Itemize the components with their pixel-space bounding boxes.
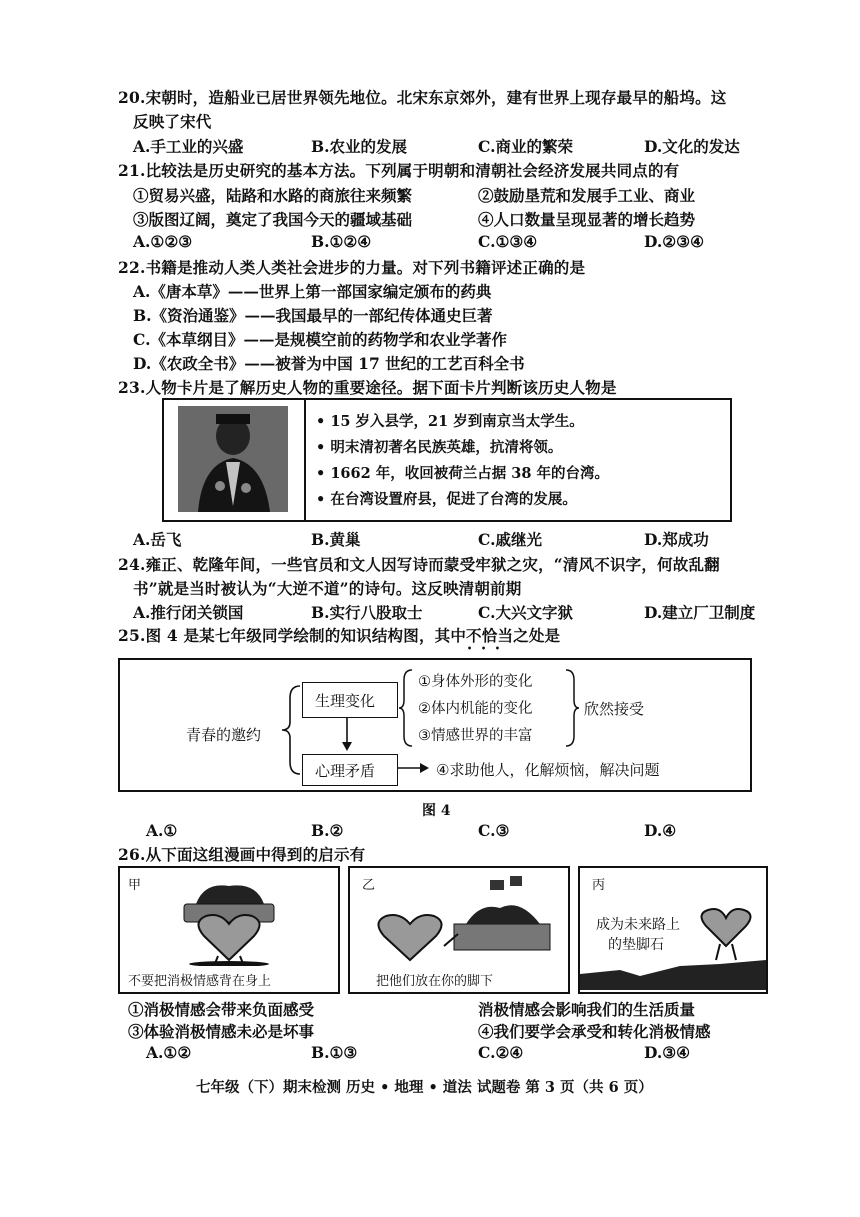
- q20-option-b: B.农业的发展: [311, 137, 407, 156]
- q22-option-a: A.《唐本草》——世界上第一部国家编定颁布的药典: [133, 282, 492, 301]
- card-line-4: • 在台湾设置府县，促进了台湾的发展。: [316, 491, 577, 508]
- panel-3-caption-line1: 成为未来路上: [596, 917, 680, 933]
- q26-option-a: A.①②: [146, 1043, 192, 1062]
- figure-silhouette-icon: [178, 406, 288, 512]
- q21-option-b: B.①②④: [311, 232, 372, 251]
- q24-option-c: C.大兴文字狱: [478, 603, 573, 622]
- q22-option-c: C.《本草纲目》——是规模空前的药物学和农业学著作: [133, 330, 507, 349]
- panel-2-caption: 把他们放在你的脚下: [376, 974, 494, 989]
- q20-stem-line1: 20.宋朝时，造船业已居世界领先地位。北宋东京郊外，建有世界上现存最早的船坞。这: [118, 88, 727, 107]
- panel-2-tag: 乙: [362, 878, 376, 893]
- cartoon-panel-1: [118, 866, 340, 994]
- panel-3-caption-line2: 的垫脚石: [608, 937, 664, 953]
- card-line-1: • 15 岁入县学，21 岁到南京当太学生。: [316, 413, 584, 430]
- q21-option-c: C.①③④: [478, 232, 538, 251]
- diagram-root: 青春的邀约: [186, 726, 262, 744]
- q21-item-2: ②鼓励垦荒和发展手工业、商业: [478, 186, 696, 205]
- q24-option-a: A.推行闭关锁国: [133, 603, 244, 622]
- q21-item-1: ①贸易兴盛，陆路和水路的商旅往来频繁: [133, 186, 413, 205]
- cartoon-panel-2: [348, 866, 570, 994]
- q26-item-3: ③体验消极情感未必是坏事: [128, 1022, 315, 1041]
- q22-option-b: B.《资治通鉴》——我国最早的一部纪传体通史巨著: [133, 306, 493, 325]
- left-brace-icon: [280, 684, 302, 776]
- figure-caption: 图 4: [422, 803, 451, 819]
- diagram-item-4: ④求助他人，化解烦恼，解决问题: [436, 761, 660, 779]
- q21-item-3: ③版图辽阔，奠定了我国今天的疆域基础: [133, 210, 413, 229]
- page-footer: 七年级（下）期末检测 历史 • 地理 • 道法 试题卷 第 3 页（共 6 页）: [196, 1079, 653, 1096]
- q25-option-d: D.④: [644, 821, 677, 840]
- q21-item-4: ④人口数量呈现显著的增长趋势: [478, 210, 696, 229]
- q26-item-4: ④我们要学会承受和转化消极情感: [478, 1022, 711, 1041]
- q23-option-a: A.岳飞: [133, 530, 182, 549]
- heart-stepping-on-rocks-icon: [370, 874, 560, 966]
- cartoon-panel-3: [578, 866, 768, 994]
- q23-option-c: C.戚继光: [478, 530, 542, 549]
- q25-option-b: B.②: [311, 821, 344, 840]
- right-arrow-icon: [398, 760, 430, 776]
- q26-item-2: 消极情感会影响我们的生活质量: [478, 1000, 696, 1019]
- q22-stem: 22.书籍是推动人类人类社会进步的力量。对下列书籍评述正确的是: [118, 258, 586, 277]
- q24-stem-line2: 书”就是当时被认为“大逆不道”的诗句。这反映清朝前期: [133, 579, 522, 598]
- q24-option-d: D.建立厂卫制度: [644, 603, 756, 622]
- node-physiological: [302, 682, 398, 718]
- panel-1-caption: 不要把消极情感背在身上: [128, 974, 272, 989]
- heart-on-stepping-stones-icon: [580, 878, 766, 990]
- q25-stem: [118, 624, 560, 646]
- panel-1-tag: 甲: [128, 878, 142, 893]
- q25-stem-emphasis: 不恰当 • • •: [466, 626, 513, 645]
- q20-option-d: D.文化的发达: [644, 137, 740, 156]
- q21-option-d: D.②③④: [644, 232, 704, 251]
- diagram-result: 欣然接受: [584, 700, 645, 718]
- items-brace-icon: [398, 668, 414, 748]
- q22-option-d: D.《农政全书》——被誉为中国 17 世纪的工艺百科全书: [133, 354, 525, 373]
- knowledge-diagram: [118, 658, 752, 792]
- q26-item-1: ①消极情感会带来负面感受: [128, 1000, 315, 1019]
- node-physiological-label: 生理变化: [315, 692, 376, 710]
- q21-stem: 21.比较法是历史研究的基本方法。下列属于明朝和清朝社会经济发展共同点的有: [118, 161, 680, 180]
- q26-option-d: D.③④: [644, 1043, 691, 1062]
- q23-option-b: B.黄巢: [311, 530, 361, 549]
- panel-3-tag: 丙: [592, 878, 606, 893]
- q25-option-a: A.①: [146, 821, 178, 840]
- q25-option-c: C.③: [478, 821, 510, 840]
- q26-stem: 26.从下面这组漫画中得到的启示有: [118, 845, 366, 864]
- card-line-3: • 1662 年，收回被荷兰占据 38 年的台湾。: [316, 465, 609, 482]
- q25-stem-b: 之处是: [513, 626, 561, 645]
- q24-stem-line1: 24.雍正、乾隆年间，一些官员和文人因写诗而蒙受牢狱之灾，“清风不识字，何故乱翻: [118, 555, 720, 574]
- q23-stem: 23.人物卡片是了解历史人物的重要途径。据下面卡片判断该历史人物是: [118, 378, 617, 397]
- q20-stem-line2: 反映了宋代: [133, 112, 212, 131]
- node-psychological-label: 心理矛盾: [315, 762, 376, 780]
- heart-carrying-rocks-icon: [174, 878, 284, 966]
- right-brace-icon: [564, 668, 580, 748]
- q26-option-b: B.①③: [311, 1043, 358, 1062]
- q26-option-c: C.②④: [478, 1043, 524, 1062]
- diagram-item-1: ①身体外形的变化: [418, 674, 533, 690]
- down-arrow-icon: [340, 718, 354, 752]
- q24-option-b: B.实行八股取士: [311, 603, 423, 622]
- q23-option-d: D.郑成功: [644, 530, 709, 549]
- portrait-image: [178, 406, 288, 512]
- q25-stem-a: 25.图 4 是某七年级同学绘制的知识结构图，其中: [118, 626, 467, 645]
- diagram-item-2: ②体内机能的变化: [418, 701, 533, 717]
- q20-option-a: A.手工业的兴盛: [133, 137, 244, 156]
- person-card: [162, 398, 732, 522]
- q21-option-a: A.①②③: [133, 232, 193, 251]
- diagram-item-3: ③情感世界的丰富: [418, 728, 533, 744]
- q20-option-c: C.商业的繁荣: [478, 137, 573, 156]
- card-line-2: • 明末清初著名民族英雄，抗清将领。: [316, 439, 563, 456]
- node-psychological: [302, 754, 398, 786]
